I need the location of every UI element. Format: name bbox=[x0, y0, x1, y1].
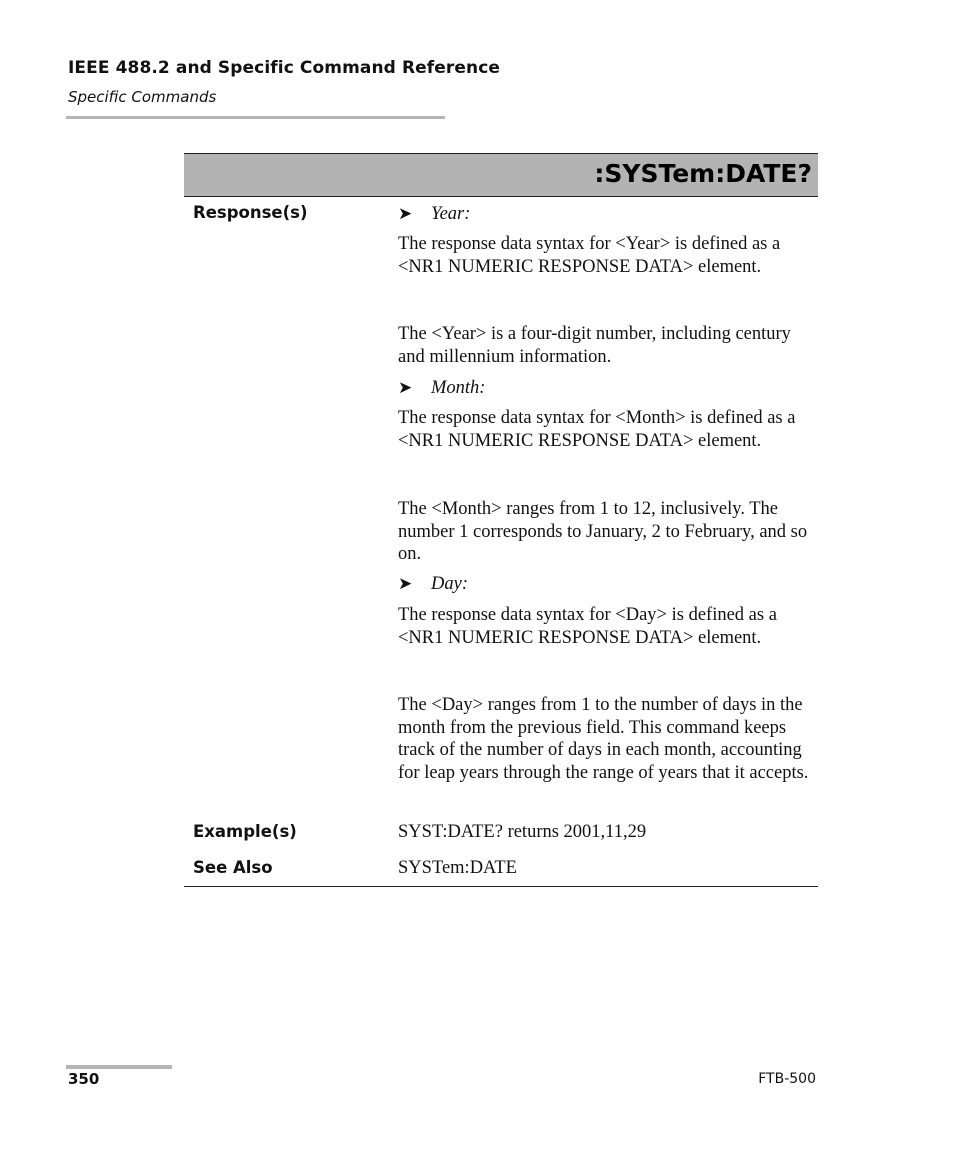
arrow-bullet-icon: ➤ bbox=[398, 204, 413, 223]
section-subtitle: Specific Commands bbox=[68, 88, 217, 106]
response-paragraph: The <Month> ranges from 1 to 12, inclusively. The number 1 corresponds to January, 2 to February, and so on. bbox=[398, 499, 808, 565]
see-also-label: See Also bbox=[193, 858, 273, 877]
response-item-name: Day: bbox=[431, 574, 468, 594]
section-title: IEEE 488.2 and Specific Command Reference bbox=[68, 58, 501, 78]
response-paragraph: The response data syntax for <Month> is defined as a <NR1 NUMERIC RESPONSE DATA> element. bbox=[398, 408, 796, 451]
response-paragraph: The <Year> is a four-digit number, including century and millennium information. bbox=[398, 324, 791, 367]
response-paragraph: The response data syntax for <Year> is defined as a <NR1 NUMERIC RESPONSE DATA> element. bbox=[398, 234, 781, 277]
command-title: :SYSTem:DATE? bbox=[594, 159, 812, 188]
response-item-name: Year: bbox=[431, 204, 471, 224]
footer-divider bbox=[66, 1065, 172, 1069]
response-item-heading bbox=[398, 377, 818, 400]
responses-label: Response(s) bbox=[193, 203, 308, 222]
response-item-heading bbox=[398, 203, 818, 226]
product-name: FTB-500 bbox=[758, 1071, 816, 1087]
examples-label: Example(s) bbox=[193, 822, 297, 841]
response-item-name: Month: bbox=[431, 378, 486, 398]
page-number: 350 bbox=[68, 1070, 100, 1088]
response-paragraph: The <Day> ranges from 1 to the number of days in the month from the previous field. This command keeps track of the number of days in each month, accounting for leap years through the range of years that it accepts. bbox=[398, 695, 809, 784]
response-item-year bbox=[398, 203, 818, 226]
examples-value: SYST:DATE? returns 2001,11,29 bbox=[398, 822, 647, 842]
response-item-month bbox=[398, 377, 818, 400]
response-paragraph: The response data syntax for <Day> is defined as a <NR1 NUMERIC RESPONSE DATA> element. bbox=[398, 605, 777, 648]
response-item-heading bbox=[398, 573, 818, 596]
header-divider bbox=[66, 116, 445, 119]
command-title-bar bbox=[184, 153, 818, 197]
table-bottom-rule bbox=[184, 886, 818, 887]
arrow-bullet-icon: ➤ bbox=[398, 378, 413, 397]
response-item-day bbox=[398, 573, 818, 596]
arrow-bullet-icon: ➤ bbox=[398, 574, 413, 593]
see-also-value: SYSTem:DATE bbox=[398, 858, 517, 878]
